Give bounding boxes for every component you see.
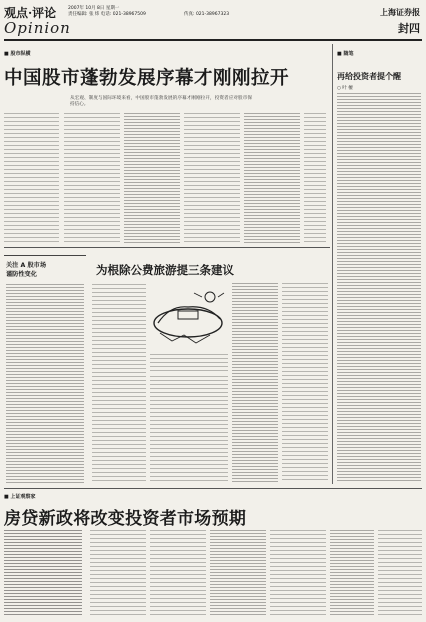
page-number: 封四 (398, 22, 420, 35)
sidebar-box-title: 关注 A 股市场 (6, 262, 47, 269)
cartoon-illustration (150, 283, 228, 351)
date-line: 2007年 10月 8日 星期一 (68, 6, 120, 11)
mid-story-body-col1 (92, 284, 146, 482)
mid-story-body-col3 (232, 283, 278, 482)
top-story-body-col4 (184, 113, 240, 243)
section-divider-2 (4, 488, 422, 489)
column-divider (332, 44, 333, 484)
right-column-headline: 再给投资者提个醒 (337, 72, 401, 81)
bottom-story-body-col6 (378, 530, 422, 616)
sidebar-box-subtitle: 谨防性变化 (6, 271, 37, 278)
top-story-label: ■ 股市纵横 (4, 51, 31, 57)
bottom-story-headline: 房贷新政将改变投资者市场预期 (4, 509, 247, 529)
top-story-body-col5 (244, 113, 300, 243)
right-column-body (337, 93, 421, 483)
top-story-body-col2 (64, 113, 120, 243)
masthead (4, 3, 422, 39)
paper-name: 上海证券报 (380, 7, 420, 17)
mid-story-body-col4 (282, 283, 328, 482)
sidebar-box (4, 255, 86, 486)
top-story-body-col3 (124, 113, 180, 243)
section-title-en: Opinion (4, 19, 71, 37)
mid-story-headline: 为根除公费旅游提三条建议 (96, 263, 234, 277)
right-column-byline: ○ 叶 檀 (337, 86, 353, 91)
bottom-story-body-col5 (330, 530, 374, 616)
bottom-story-body-col2 (150, 530, 206, 616)
bottom-story-body-col4 (270, 530, 326, 616)
section-title-cn: 观点·评论 (4, 6, 57, 20)
bottom-story-label: ■ 上证观察家 (4, 494, 36, 500)
editors-line: 责任编辑: 张 炜 电话: 021-38967509 (68, 12, 146, 17)
section-divider-1 (4, 247, 330, 248)
mid-story-caption (150, 354, 228, 372)
top-story-deck: 从宏观、制度与国际环境来看，中国股市蓬勃发展的序幕才刚刚拉开，投资者应对股市保持信心。 (70, 96, 252, 107)
mid-story-body-col2 (150, 376, 228, 482)
bottom-story-lead (4, 530, 82, 616)
top-story-body-col1 (4, 113, 59, 243)
fax-line: 传真: 021-38967323 (184, 12, 230, 17)
masthead-rule (4, 39, 422, 41)
top-story-body-col6 (304, 113, 326, 243)
right-column-label: ■ 随笔 (337, 51, 354, 57)
sidebar-box-body (6, 284, 84, 484)
top-story-headline: 中国股市蓬勃发展序幕才刚刚拉开 (4, 68, 290, 89)
bottom-story-body-col1 (90, 530, 146, 616)
bottom-story-lead-text (4, 530, 82, 616)
bottom-story-body-col3 (210, 530, 266, 616)
